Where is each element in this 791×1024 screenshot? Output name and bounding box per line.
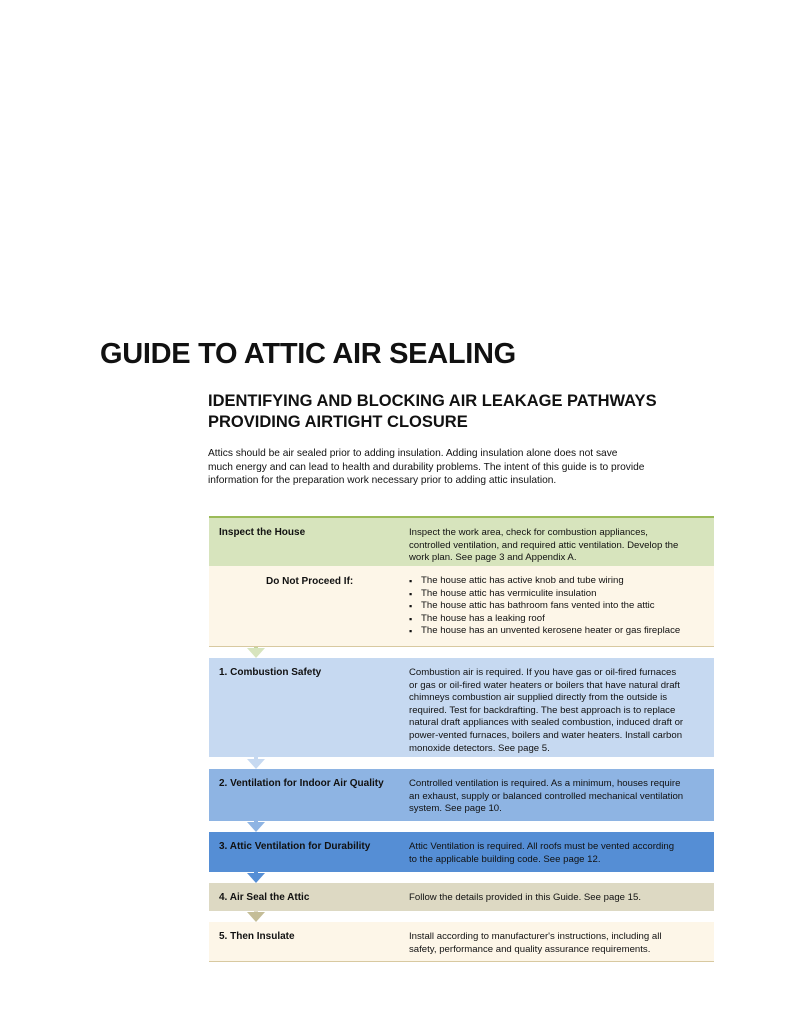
step-ventilation-iaq	[209, 769, 714, 821]
intro-line-3: information for the preparation work necessary prior to adding attic insulation.	[208, 475, 557, 486]
step-ventilation-description	[409, 778, 709, 816]
step-combustion-safety	[209, 658, 714, 757]
list-item: ▪ The house has a leaking roof	[409, 613, 709, 626]
subtitle-line-2: PROVIDING AIRTIGHT CLOSURE	[208, 413, 468, 431]
step-combustion-label: 1. Combustion Safety	[219, 667, 322, 678]
desc-line: Combustion air is required. If you have gas or oil-fired furnaces	[409, 667, 677, 678]
step-insulate-label: 5. Then Insulate	[219, 931, 295, 942]
step-inspect-house	[209, 516, 714, 566]
intro-paragraph	[208, 447, 718, 488]
desc-line: Follow the details provided in this Guide. See page 15.	[409, 892, 641, 903]
step-air-seal-description	[409, 892, 709, 905]
list-item: ▪ The house attic has bathroom fans vented into the attic	[409, 600, 709, 613]
list-item: ▪ The house attic has vermiculite insulation	[409, 588, 709, 601]
step-ventilation-label: 2. Ventilation for Indoor Air Quality	[219, 778, 384, 789]
flow-arrow-5	[247, 912, 265, 922]
step-insulate-description	[409, 931, 709, 956]
step-inspect-desc-line: controlled ventilation, and required attic ventilation. Develop the	[409, 539, 679, 551]
step-air-seal-label: 4. Air Seal the Attic	[219, 892, 310, 903]
step-inspect-desc-line: work plan. See page 3 and Appendix A.	[409, 552, 577, 564]
do-not-proceed-label: Do Not Proceed If:	[266, 576, 354, 587]
flow-arrow-2	[247, 759, 265, 769]
step-insulate	[209, 922, 714, 962]
desc-line: an exhaust, supply or balanced controlled mechanical ventilation	[409, 790, 684, 802]
do-not-proceed-box	[209, 566, 714, 647]
desc-line: natural draft appliances with sealed combustion, induced draft or	[409, 717, 684, 729]
step-combustion-description	[409, 667, 709, 755]
step-attic-label: 3. Attic Ventilation for Durability	[219, 841, 371, 852]
step-inspect-label: Inspect the House	[219, 527, 306, 538]
intro-line-2: much energy and can lead to health and durability problems. The intent of this guide is to provide	[208, 461, 645, 473]
step-inspect-description	[409, 527, 709, 565]
document-title: GUIDE TO ATTIC AIR SEALING	[100, 338, 516, 370]
desc-line: or gas or oil-fired water heaters or boilers that have natural draft	[409, 679, 680, 691]
desc-line: chimneys combustion air supplied directly from the outside is	[409, 692, 668, 704]
desc-line: Install according to manufacturer's instructions, including all	[409, 931, 662, 942]
desc-line: system. See page 10.	[409, 803, 502, 815]
desc-line: to the applicable building code. See page 12.	[409, 853, 601, 865]
list-item: ▪ The house attic has active knob and tube wiring	[409, 575, 709, 588]
flow-arrow-3	[247, 822, 265, 832]
flow-arrow-1	[247, 648, 265, 658]
desc-line: Controlled ventilation is required. As a minimum, houses require	[409, 778, 681, 789]
flow-arrow-4	[247, 873, 265, 883]
desc-line: monoxide detectors. See page 5.	[409, 742, 550, 754]
step-inspect-desc-line: Inspect the work area, check for combustion appliances,	[409, 527, 648, 538]
desc-line: safety, performance and quality assurance requirements.	[409, 943, 651, 955]
intro-line-1: Attics should be air sealed prior to adding insulation. Adding insulation alone does not save	[208, 448, 618, 459]
step-air-seal	[209, 883, 714, 911]
list-item: ▪ The house has an unvented kerosene heater or gas fireplace	[409, 625, 709, 638]
desc-line: required. Test for backdrafting. The best approach is to replace	[409, 704, 676, 716]
desc-line: Attic Ventilation is required. All roofs must be vented according	[409, 841, 675, 852]
subtitle-line-1: IDENTIFYING AND BLOCKING AIR LEAKAGE PATHWAYS	[208, 392, 657, 410]
do-not-proceed-list	[409, 575, 709, 638]
step-attic-ventilation	[209, 832, 714, 872]
step-attic-description	[409, 841, 709, 866]
document-subtitle	[208, 391, 748, 433]
desc-line: power-vented furnaces, boilers and water heaters. Install carbon	[409, 729, 683, 741]
